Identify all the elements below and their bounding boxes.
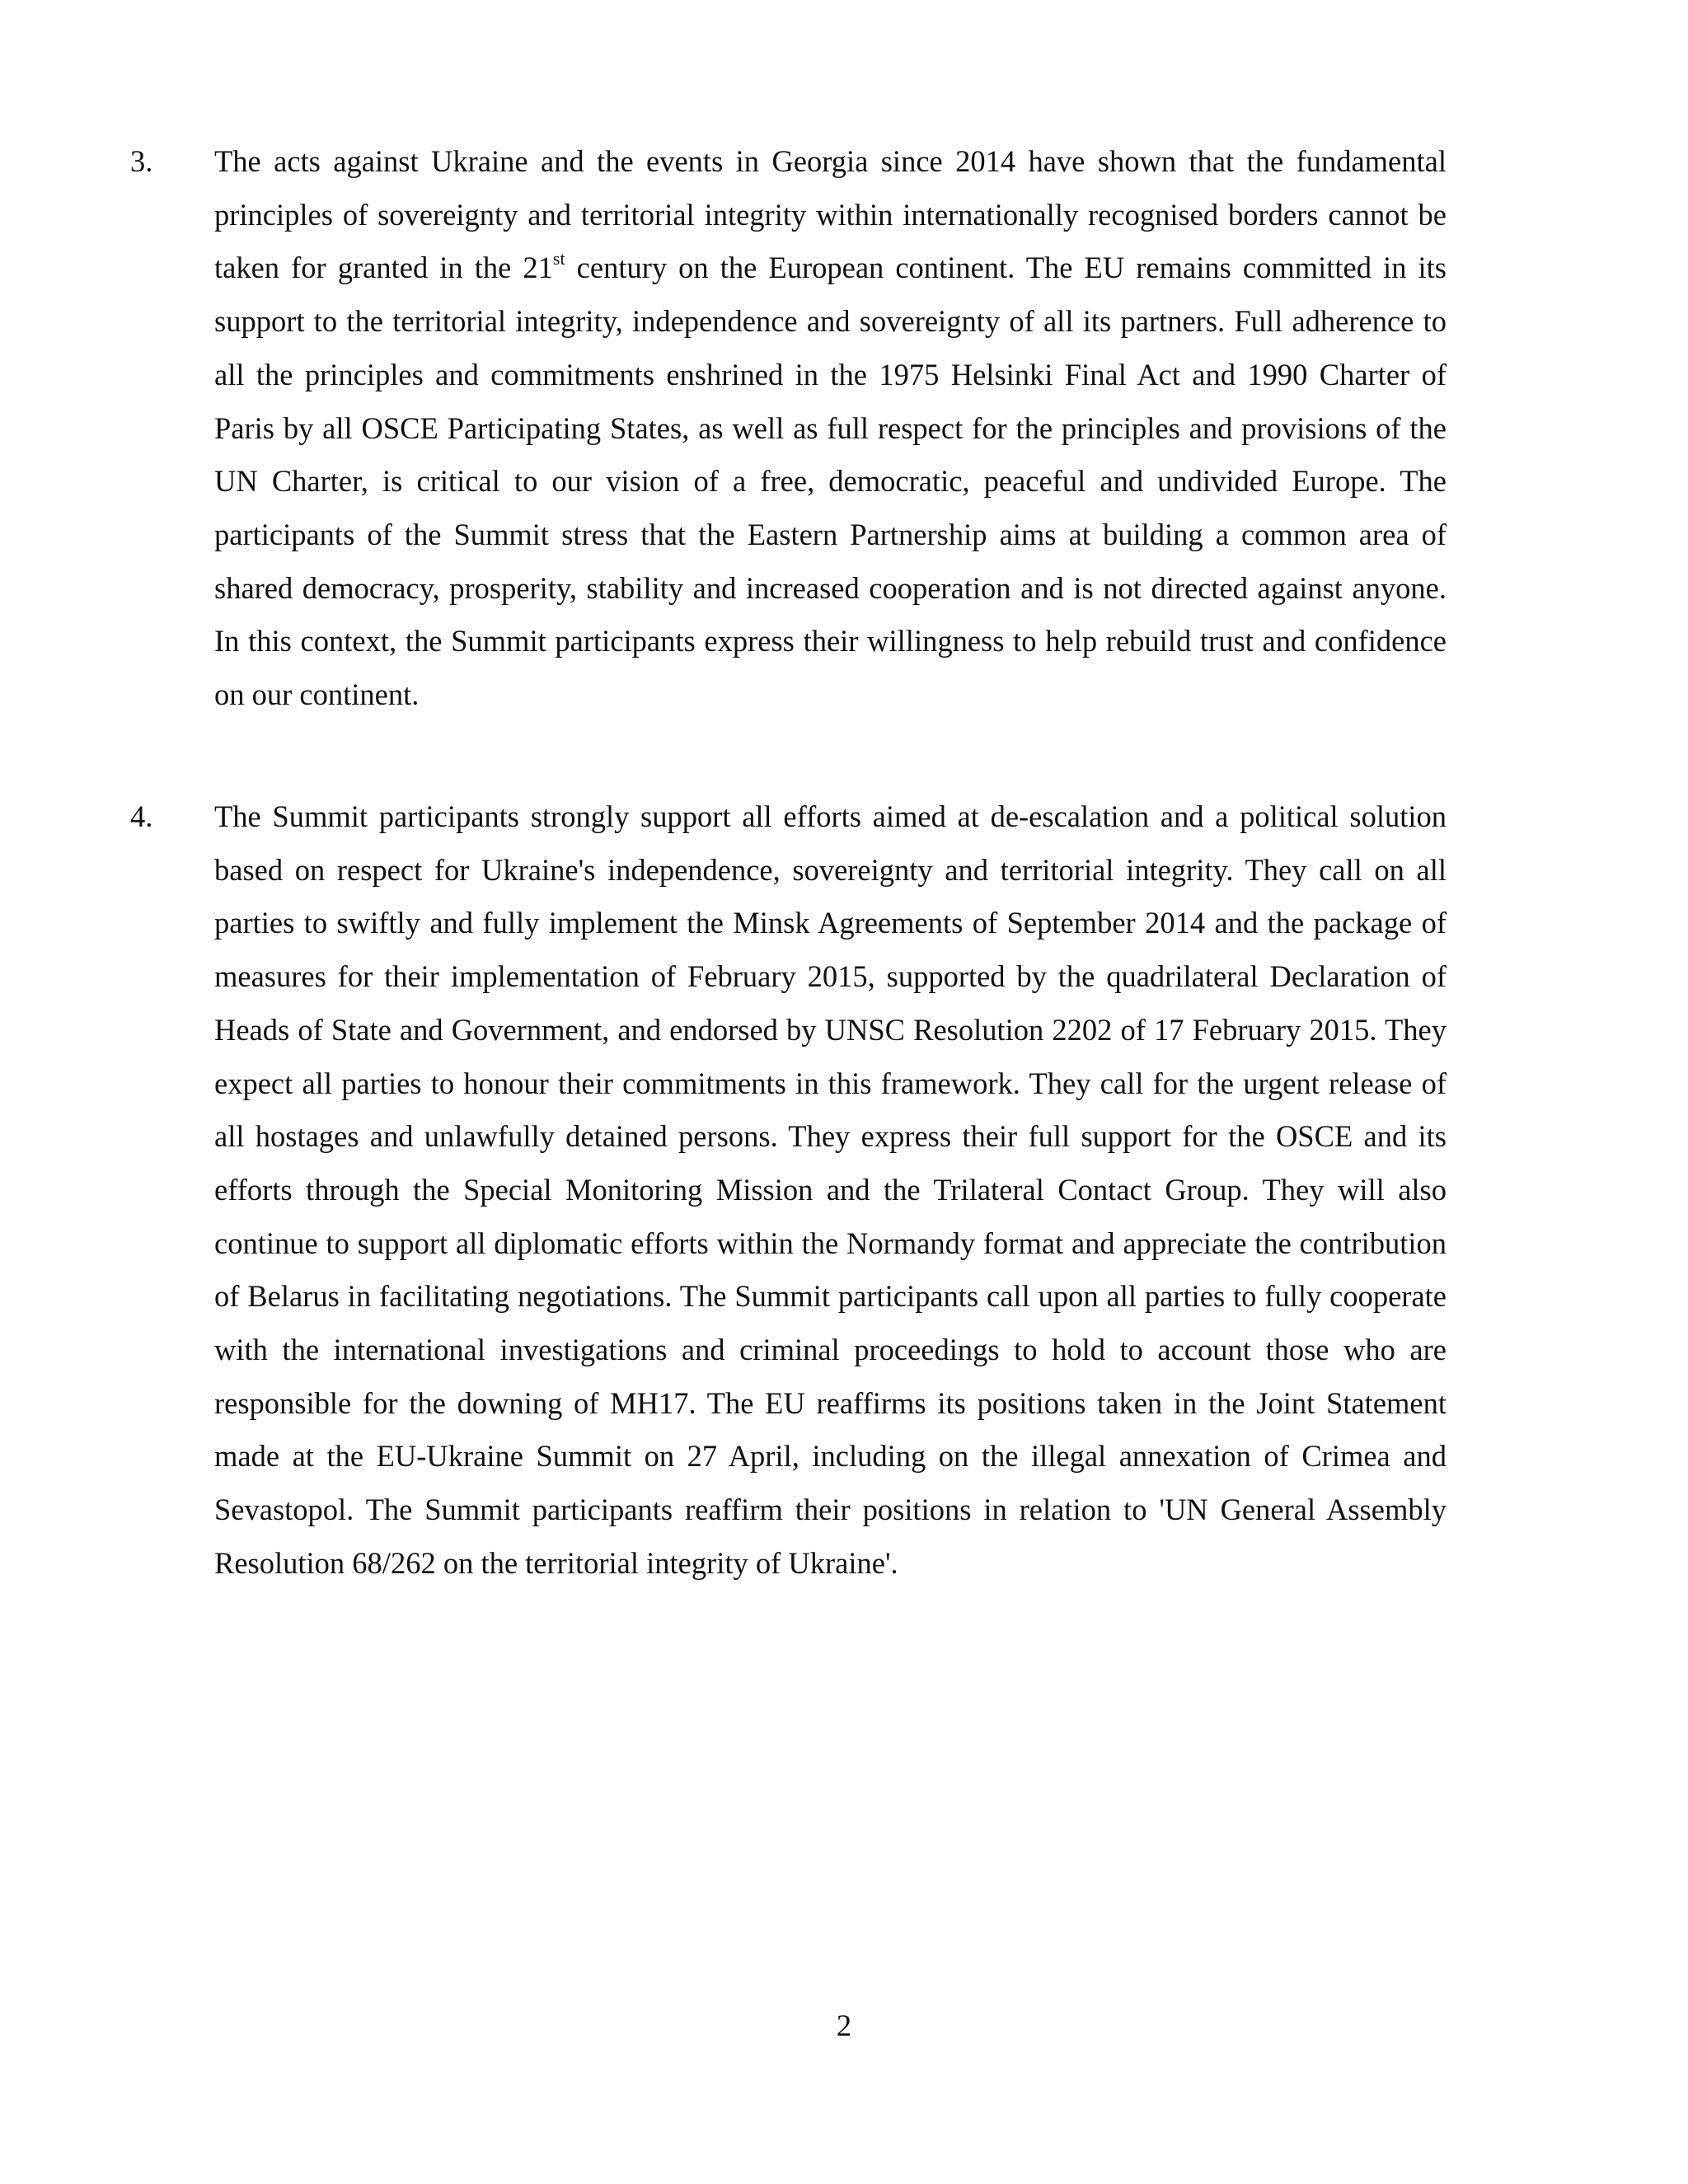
paragraph-3 [130,135,1447,722]
paragraph-text [214,135,1447,722]
paragraph-text: The Summit participants strongly support all efforts aimed at de-escalation and a political solution based on respect for Ukraine's independence, sovereignty and territorial integrity. They call on all parties to swiftly and fully implement the Minsk Agreements of September 2014 and the package of measures for their implementation of February 2015, supported by the quadrilateral Declaration of Heads of State and Government, and endorsed by UNSC Resolution 2202 of 17 February 2015. They expect all parties to honour their commitments in this framework. They call for the urgent release of all hostages and unlawfully detained persons. They express their full support for the OSCE and its efforts through the Special Monitoring Mission and the Trilateral Contact Group. They will also continue to support all diplomatic efforts within the Normandy format and appreciate the contribution of Belarus in facilitating negotiations. The Summit participants call upon all parties to fully cooperate with the international investigations and criminal proceedings to hold to account those who are responsible for the downing of MH17. The EU reaffirms its positions taken in the Joint Statement made at the EU-Ukraine Summit on 27 April, including on the illegal annexation of Crimea and Sevastopol. The Summit participants reaffirm their positions in relation to 'UN General Assembly Resolution 68/262 on the territorial integrity of Ukraine'. [214,799,1447,1580]
paragraph-text-part: The acts against Ukraine and the events in Georgia since 2014 have shown that the fundamental principles of sovereignty and territorial integrity within internationally recognised borders cannot be taken for granted in the 21 [214,144,1447,285]
page-number: 2 [836,2008,852,2042]
ordinal-superscript: st [552,248,565,269]
paragraph-text-part: century on the European continent. The EU remains committed in its support to the territorial integrity, independence and sovereignty of all its partners. Full adherence to all the principles and commitments enshrined in the 1975 Helsinki Final Act and 1990 Charter of Paris by all OSCE Participating States, as well as full respect for the principles and provisions of the UN Charter, is critical to our vision of a free, democratic, peaceful and undivided Europe. The participants of the Summit stress that the Eastern Partnership aims at building a common area of shared democracy, prosperity, stability and increased cooperation and is not directed against anyone. In this context, the Summit participants express their willingness to help rebuild trust and confidence on our continent. [214,251,1447,712]
paragraph-number: 4. [130,799,153,833]
paragraph-4 [130,790,1447,1591]
paragraph-number: 3. [130,144,153,178]
